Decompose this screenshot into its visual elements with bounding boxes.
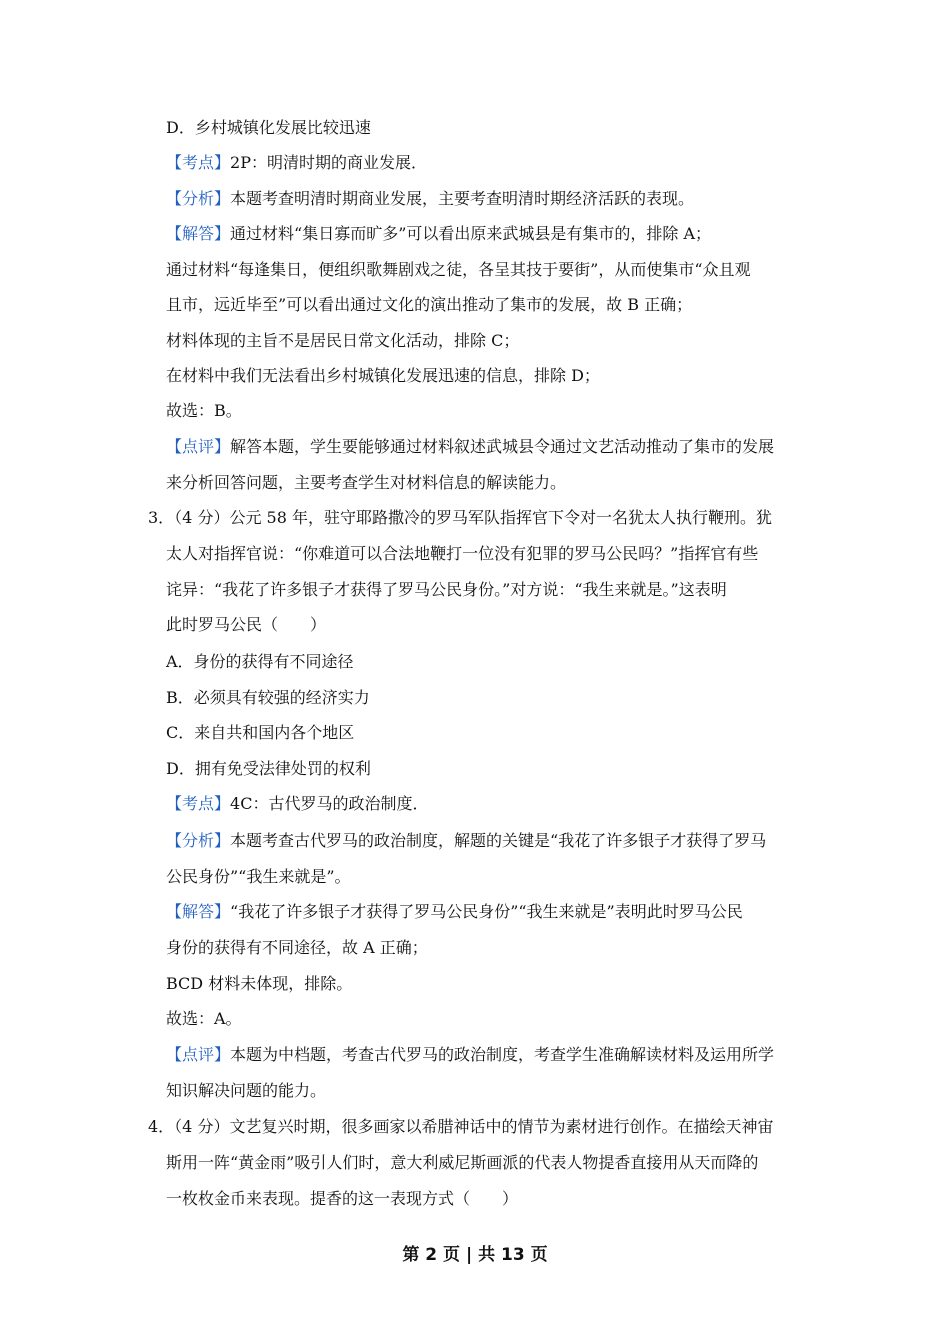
q3-jieda <box>166 902 743 922</box>
jieda-tag: 【解答】 <box>166 902 231 921</box>
q2-dianping-line-2: 来分析回答问题，主要考查学生对材料信息的解读能力。 <box>166 473 567 492</box>
q3-stem: 3．（4 分）公元 58 年，驻守耶路撒冷的罗马军队指挥官下令对一名犹太人执行鞭刑。犹 <box>148 508 772 527</box>
q4-stem-line-2: 斯用一阵“黄金雨”吸引人们时，意大利威尼斯画派的代表人物提香直接用从天而降的 <box>166 1153 759 1172</box>
q4-stem: 4．（4 分）文艺复兴时期，很多画家以希腊神话中的情节为素材进行创作。在描绘天神宙 <box>148 1117 774 1136</box>
q2-answer: 故选：B。 <box>166 401 242 420</box>
q3-stem-line-3: 诧异：“我花了许多银子才获得了罗马公民身份。”对方说：“我生来就是。”这表明 <box>166 580 727 599</box>
q3-stem-line-2: 太人对指挥官说：“你难道可以合法地鞭打一位没有犯罪的罗马公民吗？”指挥官有些 <box>166 544 759 563</box>
dianping-text: 解答本题，学生要能够通过材料叙述武城县令通过文艺活动推动了集市的发展 <box>230 437 775 456</box>
q2-option-d: D．乡村城镇化发展比较迅速 <box>166 118 371 137</box>
q2-jieda <box>166 224 711 244</box>
q2-kaodian <box>166 153 427 173</box>
dianping-text: 本题为中档题，考查古代罗马的政治制度，考查学生准确解读材料及运用所学 <box>230 1045 775 1064</box>
kaodian-text: 4C：古代罗马的政治制度． <box>230 794 429 813</box>
kaodian-text: 2P：明清时期的商业发展． <box>230 153 427 172</box>
q3-jieda-line-2: 身份的获得有不同途径，故 A 正确； <box>166 938 428 957</box>
q3-jieda-line-3: BCD 材料未体现，排除。 <box>166 974 353 993</box>
q4-stem-line-3: 一枚枚金币来表现。提香的这一表现方式（ ） <box>166 1189 519 1208</box>
page-footer: 第 2 页 | 共 13 页 <box>402 1245 548 1265</box>
fenxi-tag: 【分析】 <box>166 831 231 850</box>
fenxi-text: 本题考查古代罗马的政治制度，解题的关键是“我花了许多银子才获得了罗马 <box>230 831 767 850</box>
q2-fenxi <box>166 189 694 209</box>
q3-option-d: D．拥有免受法律处罚的权利 <box>166 759 371 778</box>
q3-option-c: C．来自共和国内各个地区 <box>166 723 355 742</box>
q2-jieda-line-4: 材料体现的主旨不是居民日常文化活动，排除 C； <box>166 331 520 350</box>
q3-fenxi-line-2: 公民身份”“我生来就是”。 <box>166 867 351 886</box>
kaodian-tag: 【考点】 <box>166 794 231 813</box>
q3-dianping <box>166 1045 774 1065</box>
q2-jieda-line-5: 在材料中我们无法看出乡村城镇化发展迅速的信息，排除 D； <box>166 366 600 385</box>
q3-kaodian <box>166 794 428 814</box>
q3-stem-line-4: 此时罗马公民（ ） <box>166 615 327 634</box>
q2-jieda-line-3: 且市，远近毕至”可以看出通过文化的演出推动了集市的发展，故 B 正确； <box>166 295 693 314</box>
q3-answer: 故选：A。 <box>166 1009 242 1028</box>
fenxi-text: 本题考查明清时期商业发展，主要考查明清时期经济活跃的表现。 <box>230 189 695 208</box>
q3-option-b: B．必须具有较强的经济实力 <box>166 688 370 707</box>
q3-fenxi <box>166 831 766 851</box>
q2-jieda-line-2: 通过材料“每逢集日，便组织歌舞剧戏之徒，各呈其技于要街”，从而使集市“众且观 <box>166 260 751 279</box>
q2-dianping <box>166 437 774 457</box>
q3-option-a: A．身份的获得有不同途径 <box>166 652 354 671</box>
dianping-tag: 【点评】 <box>166 437 231 456</box>
fenxi-tag: 【分析】 <box>166 189 231 208</box>
jieda-tag: 【解答】 <box>166 224 231 243</box>
jieda-text: “我花了许多银子才获得了罗马公民身份”“我生来就是”表明此时罗马公民 <box>230 902 743 921</box>
dianping-tag: 【点评】 <box>166 1045 231 1064</box>
kaodian-tag: 【考点】 <box>166 153 231 172</box>
jieda-text: 通过材料“集日寡而旷多”可以看出原来武城县是有集市的，排除 A； <box>230 224 712 243</box>
q3-dianping-line-2: 知识解决问题的能力。 <box>166 1081 327 1100</box>
